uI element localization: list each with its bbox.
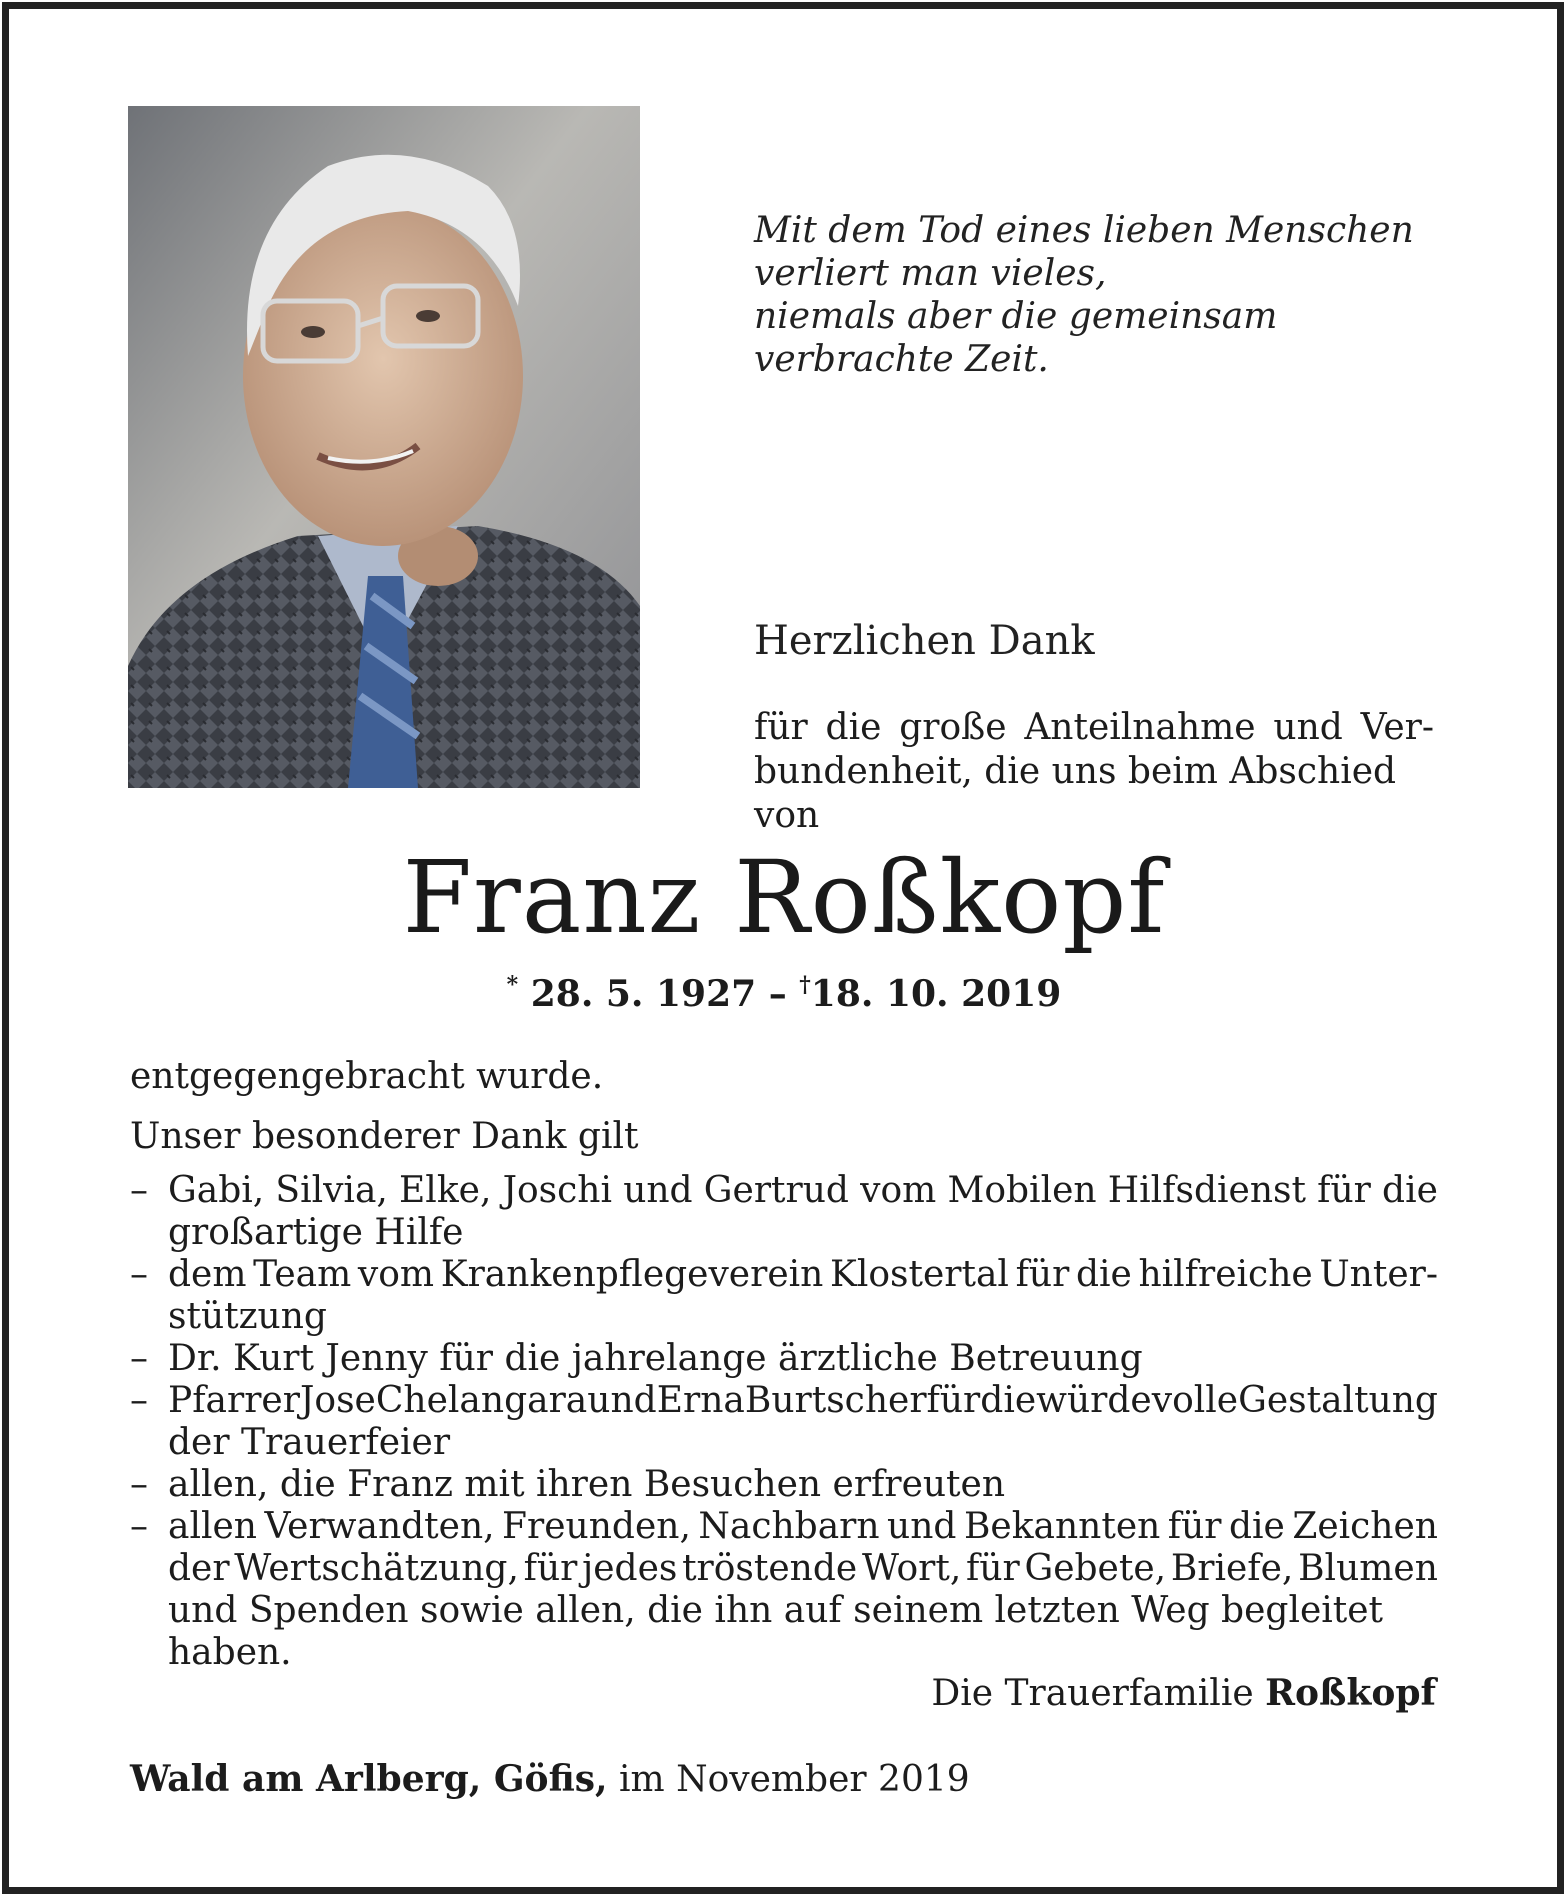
word: und bbox=[887, 1506, 957, 1547]
thanks-title: Herzlichen Dank bbox=[754, 618, 1095, 664]
word: dem bbox=[168, 1254, 247, 1295]
word: Joschi bbox=[502, 1170, 613, 1211]
word: Nachbarn bbox=[698, 1506, 880, 1547]
word: Briefe, bbox=[1170, 1548, 1294, 1589]
word: die bbox=[1382, 1170, 1438, 1211]
death-symbol: † bbox=[799, 972, 811, 998]
line: stützung bbox=[168, 1296, 327, 1337]
dash: – bbox=[130, 1338, 148, 1379]
list-item bbox=[130, 1170, 1438, 1254]
list-item bbox=[130, 1338, 1438, 1380]
signoff-prefix: Die Trauerfamilie bbox=[931, 1673, 1254, 1714]
deceased-name: Franz Roßkopf bbox=[402, 839, 1166, 956]
thanks-line-1 bbox=[754, 706, 1434, 750]
place-date bbox=[130, 1758, 970, 1800]
word: die bbox=[1075, 1254, 1132, 1295]
word: jedes bbox=[582, 1548, 678, 1589]
word: Verwandten, bbox=[264, 1506, 495, 1547]
line: und Spenden sowie allen, die ihn auf seinem letzten Weg begleitet haben. bbox=[168, 1590, 1384, 1673]
birth-date: 28. 5. 1927 – bbox=[530, 973, 787, 1015]
word: die bbox=[980, 1380, 1037, 1421]
dash: – bbox=[130, 1464, 148, 1505]
word: und bbox=[1273, 707, 1343, 748]
word: für bbox=[966, 1548, 1020, 1589]
word: Klostertal bbox=[829, 1254, 1009, 1295]
word: Blumen bbox=[1298, 1548, 1438, 1589]
dash: – bbox=[130, 1254, 148, 1295]
birth-symbol: * bbox=[506, 972, 519, 998]
death-date: 18. 10. 2019 bbox=[810, 973, 1062, 1015]
thanks-text bbox=[754, 706, 1434, 838]
list-item bbox=[130, 1254, 1438, 1338]
list-item bbox=[130, 1464, 1438, 1506]
quote-line: niemals aber die gemeinsam bbox=[754, 296, 1278, 337]
word: Unter- bbox=[1319, 1254, 1438, 1295]
word: Jose bbox=[299, 1380, 376, 1421]
word: und bbox=[623, 1170, 693, 1211]
word: der bbox=[168, 1548, 230, 1589]
word: für bbox=[1317, 1170, 1371, 1211]
word: Burtscher bbox=[744, 1380, 927, 1421]
date-text: im November 2019 bbox=[619, 1759, 970, 1800]
word: Wertschätzung, bbox=[234, 1548, 519, 1589]
word: Wort, bbox=[861, 1548, 962, 1589]
word: für bbox=[1167, 1506, 1222, 1547]
word: Freunden, bbox=[502, 1506, 691, 1547]
list-item bbox=[130, 1380, 1438, 1464]
family-name: Roßkopf bbox=[1265, 1672, 1436, 1714]
portrait-photo bbox=[128, 106, 640, 788]
word: Hilfsdienst bbox=[1107, 1170, 1306, 1211]
portrait-photo-icon bbox=[128, 106, 640, 788]
word: würdevolle bbox=[1036, 1380, 1239, 1421]
word: für bbox=[523, 1548, 578, 1589]
word: für bbox=[926, 1380, 981, 1421]
word: Erna bbox=[656, 1380, 745, 1421]
quote-line: Mit dem Tod eines lieben Menschen bbox=[754, 210, 1414, 251]
word: Chelangara bbox=[375, 1380, 588, 1421]
word: die bbox=[825, 707, 882, 748]
word: Bekannten bbox=[963, 1506, 1161, 1547]
word: große bbox=[899, 707, 1007, 748]
word: Team bbox=[253, 1254, 352, 1295]
line: großartige Hilfe bbox=[168, 1212, 464, 1253]
word: Gebete, bbox=[1024, 1548, 1167, 1589]
dash: – bbox=[130, 1170, 148, 1211]
memorial-quote bbox=[754, 209, 1454, 381]
word: für bbox=[754, 707, 808, 748]
word: Gertrud bbox=[703, 1170, 849, 1211]
thanks-intro: Unser besonderer Dank gilt bbox=[130, 1116, 639, 1157]
word: Silvia, bbox=[275, 1170, 388, 1211]
list-item bbox=[130, 1506, 1438, 1674]
word: hilfreiche bbox=[1138, 1254, 1313, 1295]
dash: – bbox=[130, 1380, 148, 1421]
word: Gestaltung bbox=[1238, 1380, 1438, 1421]
word: Krankenpflegeverein bbox=[440, 1254, 824, 1295]
word: Elke, bbox=[399, 1170, 492, 1211]
word: Gabi, bbox=[168, 1170, 265, 1211]
word: für bbox=[1015, 1254, 1070, 1295]
word: und bbox=[587, 1380, 657, 1421]
life-dates bbox=[0, 972, 1568, 1015]
thanks-list bbox=[130, 1170, 1438, 1674]
word: Pfarrer bbox=[168, 1380, 300, 1421]
word: Ver- bbox=[1360, 707, 1434, 748]
word: allen bbox=[168, 1506, 257, 1547]
word: Mobilen bbox=[947, 1170, 1097, 1211]
word: Anteilnahme bbox=[1024, 707, 1256, 748]
word: die bbox=[1228, 1506, 1285, 1547]
line: Dr. Kurt Jenny für die jahrelange ärztliche Betreuung bbox=[168, 1338, 1143, 1379]
quote-line: verbrachte Zeit. bbox=[754, 339, 1049, 380]
word: tröstende bbox=[682, 1548, 858, 1589]
continuation-text: entgegengebracht wurde. bbox=[130, 1056, 604, 1097]
thanks-line-2: bundenheit, die uns beim Abschied von bbox=[754, 751, 1397, 836]
signoff bbox=[931, 1672, 1436, 1714]
quote-line: verliert man vieles, bbox=[754, 253, 1107, 294]
line: der Trauerfeier bbox=[168, 1422, 451, 1463]
line: allen, die Franz mit ihren Besuchen erfreuten bbox=[168, 1464, 1006, 1505]
locations: Wald am Arlberg, Göfis, bbox=[130, 1758, 608, 1800]
word: vom bbox=[357, 1254, 435, 1295]
word: Zeichen bbox=[1292, 1506, 1438, 1547]
dash: – bbox=[130, 1506, 148, 1547]
word: vom bbox=[860, 1170, 937, 1211]
